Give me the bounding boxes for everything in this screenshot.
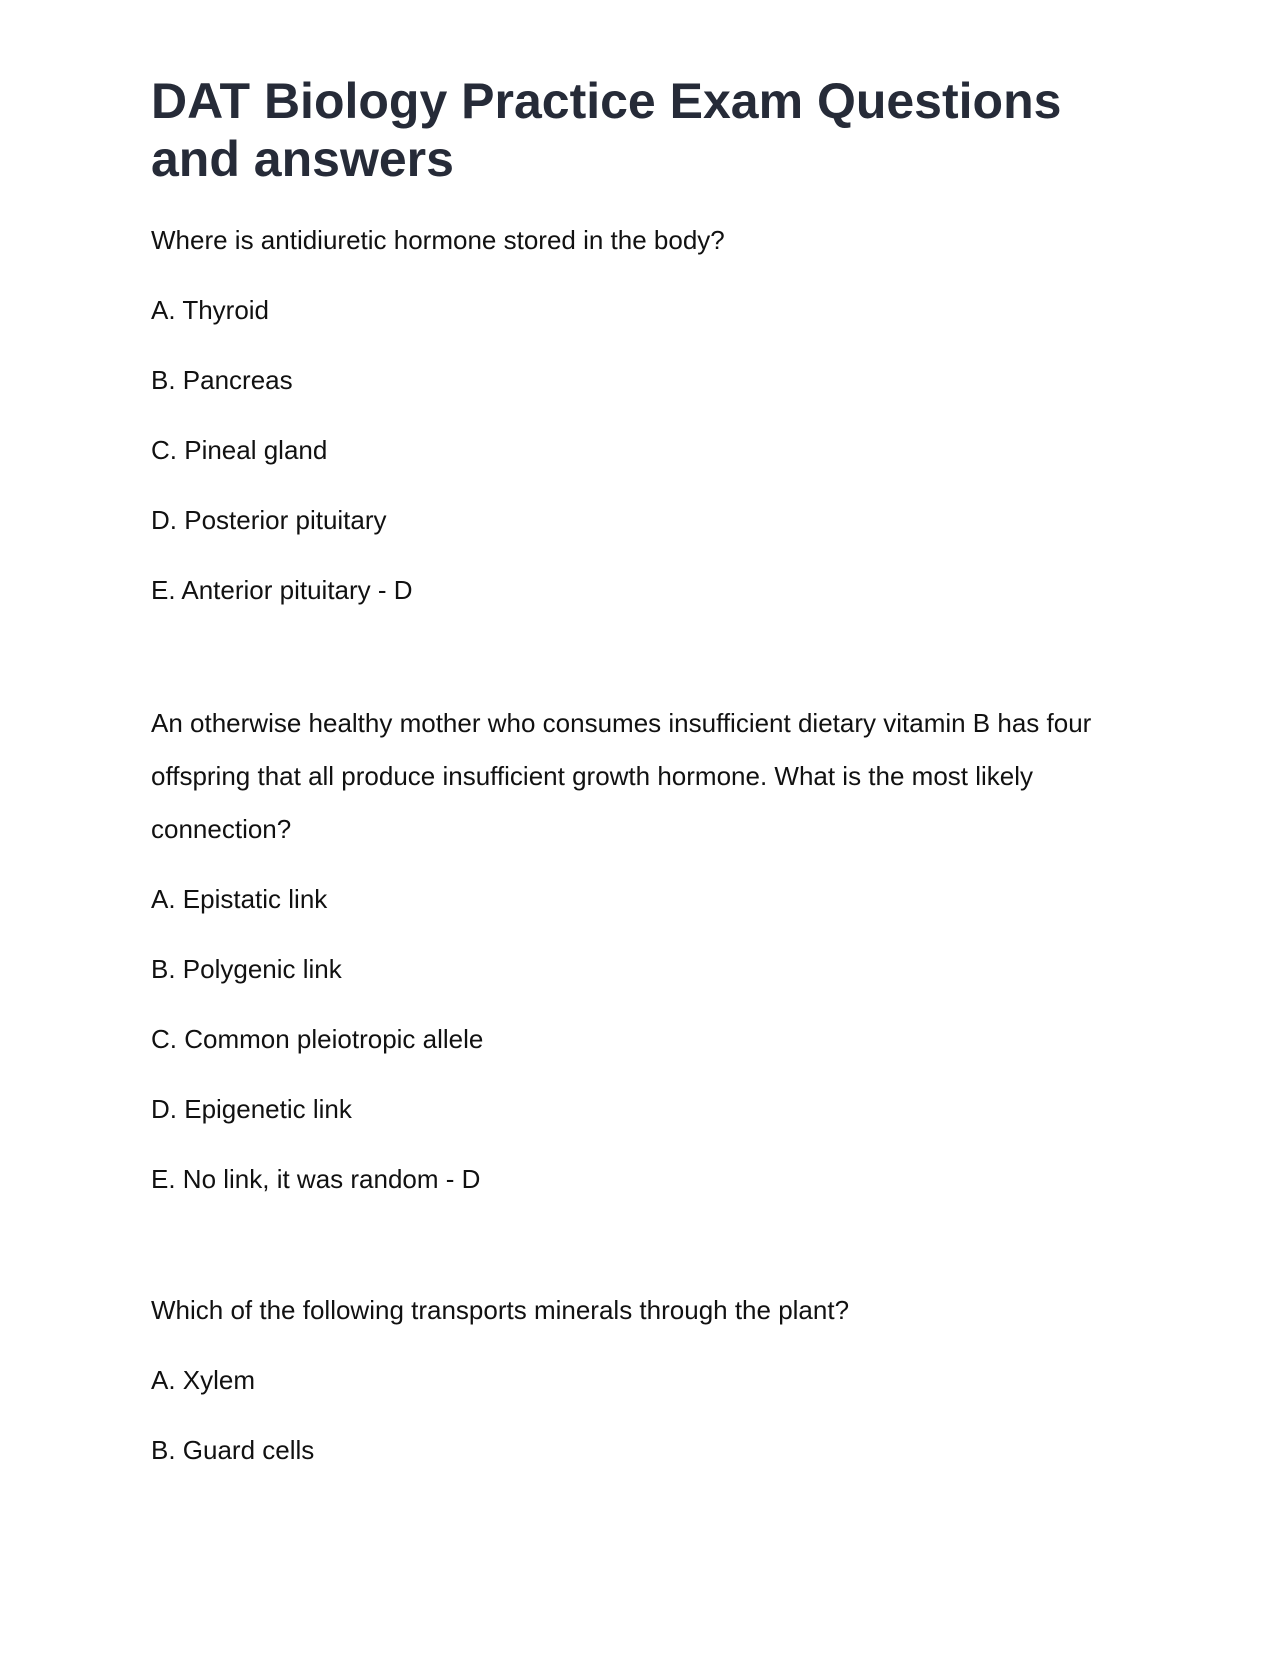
answer-options [151,284,1131,617]
question-block [151,1284,1131,1477]
question-text: Which of the following transports minerals through the plant? [151,1295,850,1325]
answer-option: A. Epistatic link [151,884,328,914]
answer-option: E. No link, it was random - D [151,1164,481,1194]
document-page [151,72,1131,1477]
answer-option: B. Polygenic link [151,954,342,984]
answer-option: E. Anterior pituitary - D [151,575,413,605]
answer-option: D. Epigenetic link [151,1094,352,1124]
answer-option: D. Posterior pituitary [151,505,387,535]
answer-option: A. Thyroid [151,295,270,325]
question-text: An otherwise healthy mother who consumes insufficient dietary vitamin B has four offspring that all produce insufficient growth hormone. What is the most likely connection? [151,708,1092,844]
page-title: DAT Biology Practice Exam Questions and answers [151,73,1062,187]
answer-option: A. Xylem [151,1365,256,1395]
answer-option: B. Guard cells [151,1435,315,1465]
question-block [151,214,1131,617]
question-text: Where is antidiuretic hormone stored in the body? [151,225,725,255]
answer-option: B. Pancreas [151,365,293,395]
answer-options [151,1354,1131,1477]
question-block [151,697,1131,1206]
answer-option: C. Common pleiotropic allele [151,1024,484,1054]
answer-option: C. Pineal gland [151,435,328,465]
answer-options [151,873,1131,1206]
